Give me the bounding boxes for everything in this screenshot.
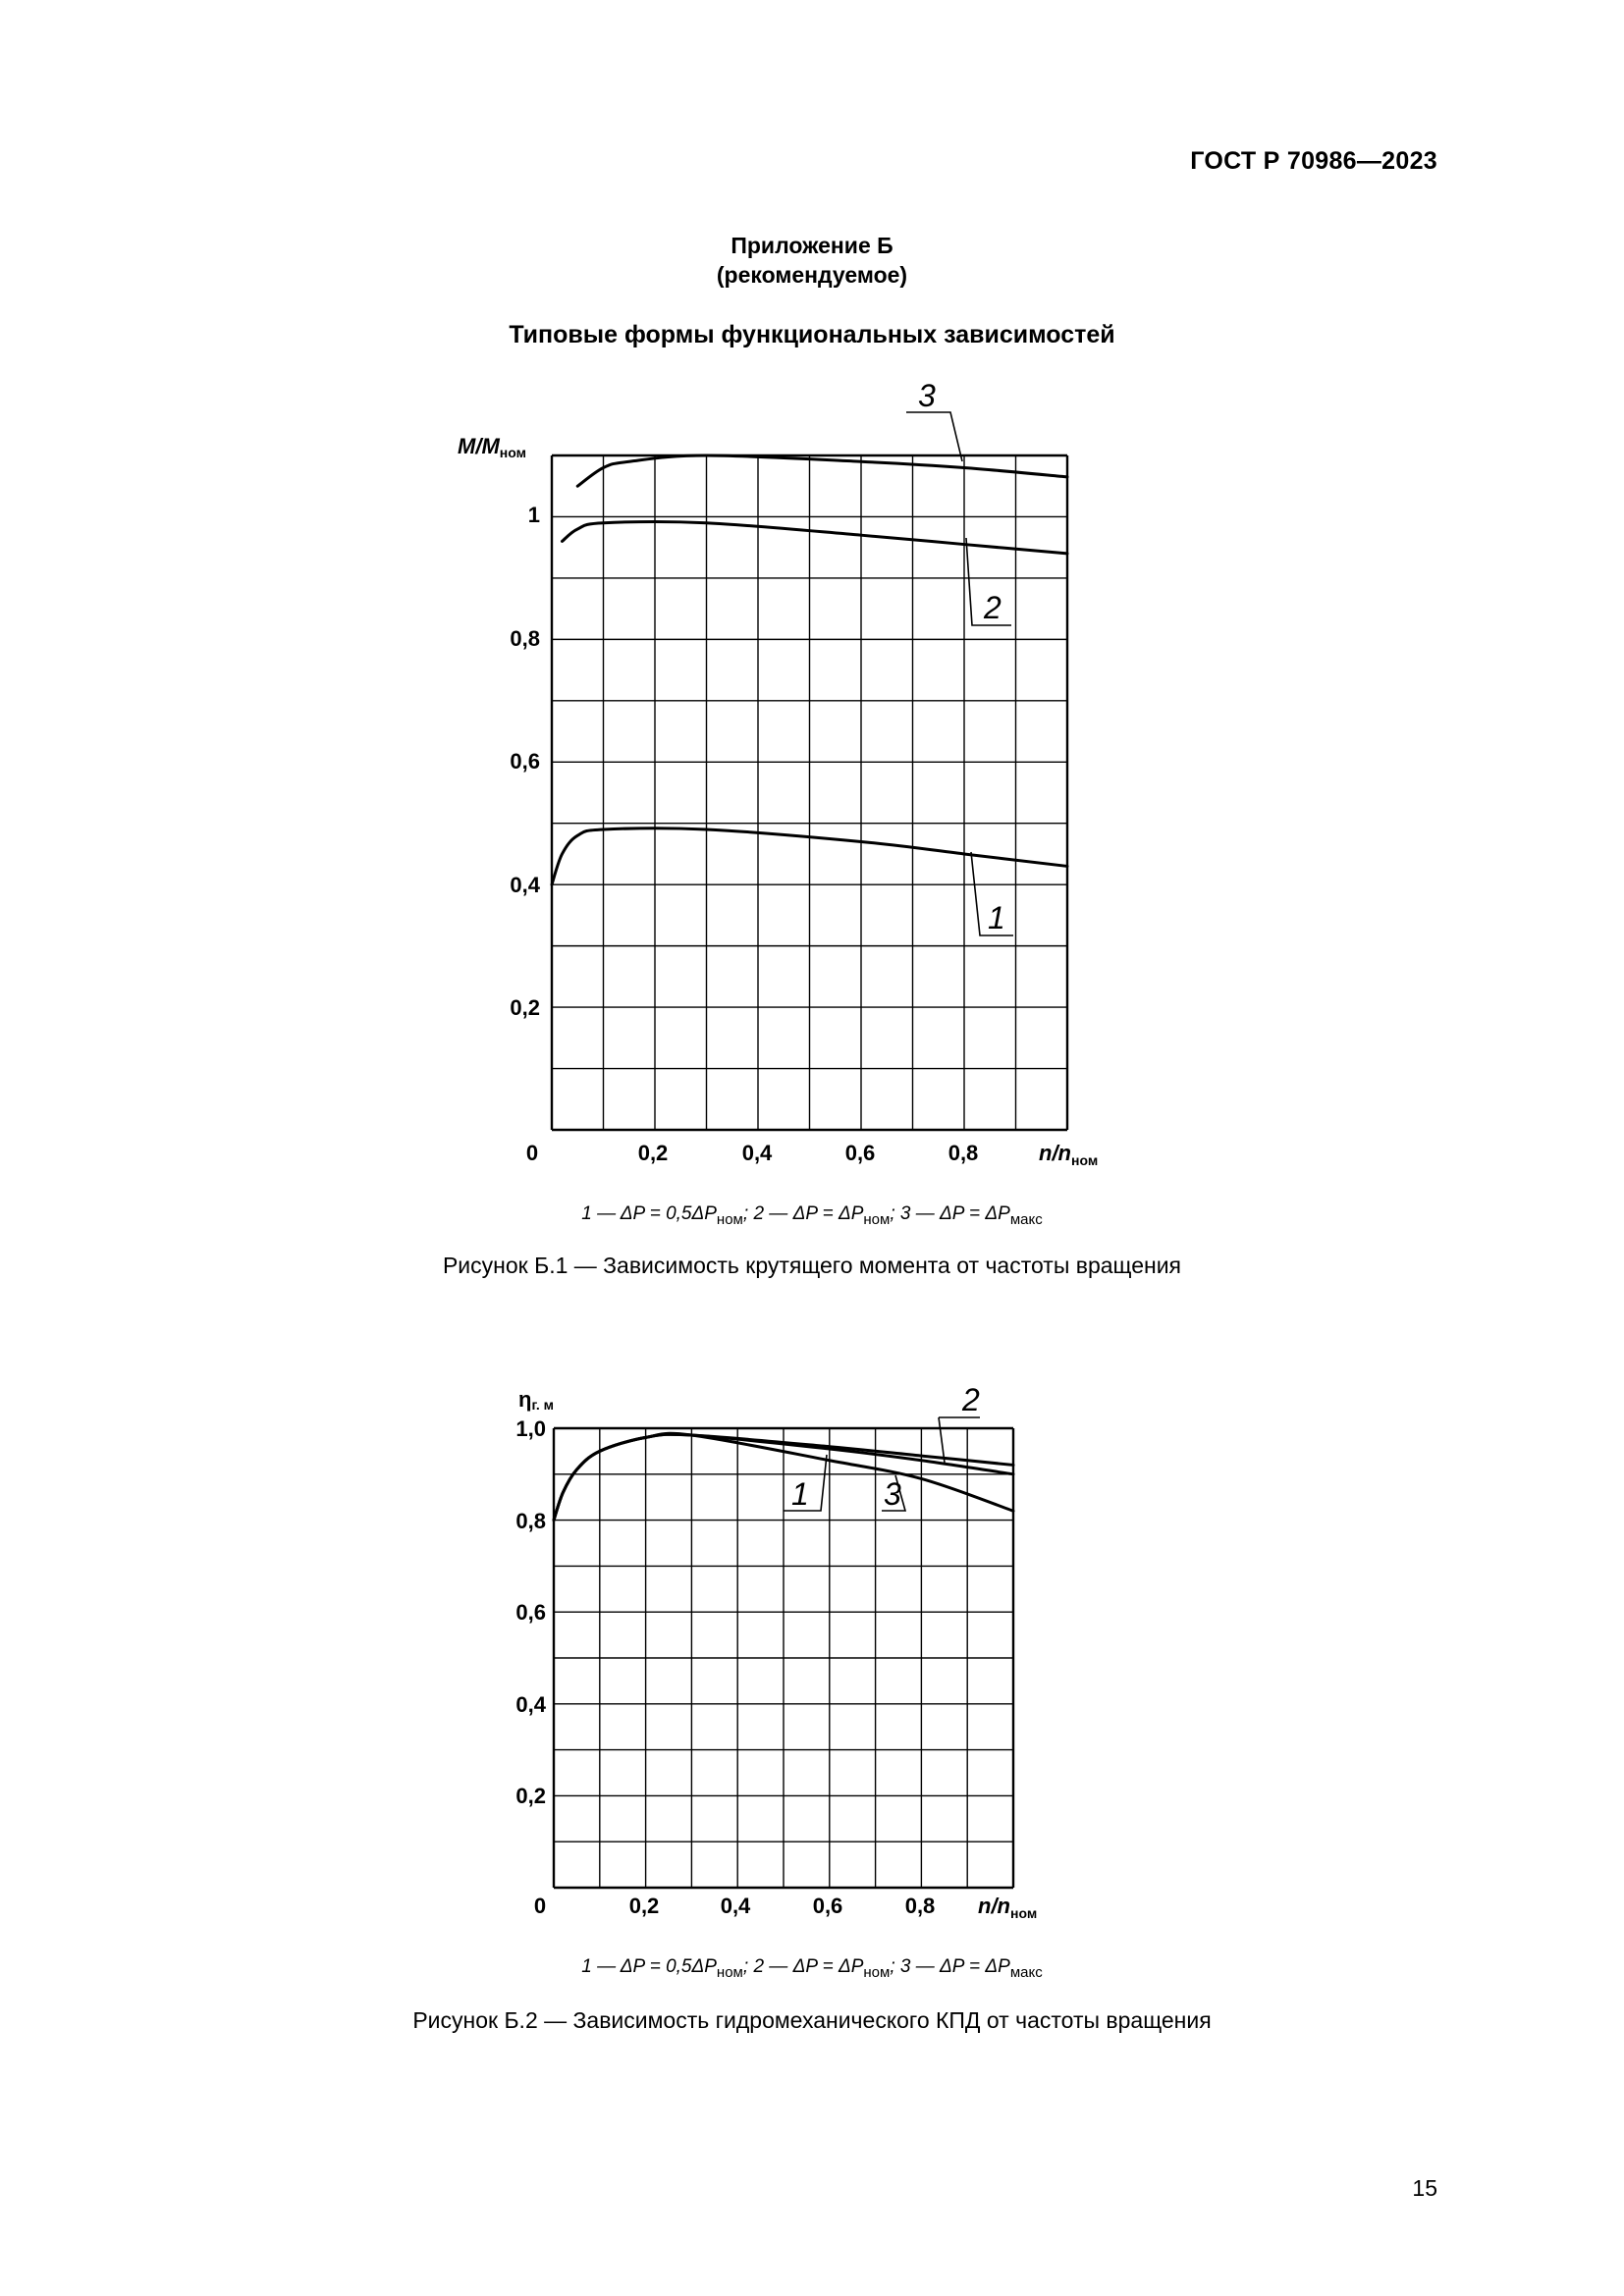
figure-2-x-axis-title: $n/n_{ном}$ <box>978 1894 1038 1921</box>
figure-2-y-tick: 1,0 <box>515 1416 546 1441</box>
figure-1-x-tick: 0,2 <box>637 1141 669 1165</box>
figure-1-y-tick: 0,2 <box>510 995 540 1020</box>
figure-1-callout-1: 1 <box>988 900 1005 935</box>
figure-1-x-tick: 0,6 <box>844 1141 876 1165</box>
figure-2-x-tick: 0,6 <box>812 1894 843 1918</box>
figure-1-legend: 1 — $\Delta P = 0,5\Delta P_{ном}$; 2 — $\Delta P = \Delta P_{ном}$; 3 — $\Delta P = \Delta P_{макс}$ <box>581 1203 1043 1228</box>
figure-1-y-tick: 1 <box>527 503 540 527</box>
figure-2-caption: Рисунок Б.2 — Зависимость гидромеханического КПД от частоты вращения <box>412 2007 1212 2033</box>
figure-1-caption: Рисунок Б.1 — Зависимость крутящего момента от частоты вращения <box>442 1253 1182 1278</box>
figure-1-curve-3 <box>577 455 1067 486</box>
figure-2-origin-label: 0 <box>533 1894 547 1918</box>
figure-1-origin-label: 0 <box>525 1141 539 1165</box>
figure-2-callout-2: 2 <box>962 1382 980 1417</box>
figure-1-callout-3-leader <box>906 412 962 461</box>
figure-2-y-tick: 0,2 <box>515 1784 546 1808</box>
annex-type: (рекомендуемое) <box>716 262 908 288</box>
page-number: 15 <box>1412 2175 1437 2201</box>
figure-2-y-axis-title: ηг. м <box>518 1387 555 1413</box>
figure-2-callout-1: 1 <box>791 1476 809 1512</box>
figure-2-legend: 1 — $\Delta P = 0,5\Delta P_{ном}$; 2 — $\Delta P = \Delta P_{ном}$; 3 — $\Delta P = \Delta P_{макс}$ <box>581 1956 1043 1981</box>
figure-2-grid <box>554 1428 1013 1888</box>
figure-2-x-tick: 0,8 <box>904 1894 936 1918</box>
figure-1-callout-3: 3 <box>918 378 936 413</box>
figure-2-callout-2-leader <box>939 1417 945 1463</box>
figure-2-y-tick: 0,4 <box>515 1692 546 1717</box>
figure-1-x-tick: 0,8 <box>947 1141 979 1165</box>
figure-2-y-tick: 0,6 <box>515 1600 546 1625</box>
figure-1-y-tick: 0,6 <box>510 749 540 774</box>
figure-1-curve-2 <box>563 521 1068 553</box>
figure-1-x-axis-title: $n/n_{ном}$ <box>1039 1141 1099 1168</box>
figure-2-x-tick: 0,2 <box>628 1894 660 1918</box>
figure-2-y-tick: 0,8 <box>515 1509 546 1533</box>
figure-1-y-tick: 0,4 <box>510 873 540 897</box>
figure-2-x-tick: 0,4 <box>720 1894 751 1918</box>
annex-title: Приложение Б <box>731 233 893 258</box>
standard-number: ГОСТ Р 70986—2023 <box>1190 147 1437 175</box>
figure-1-callout-2: 2 <box>984 590 1001 625</box>
figure-1-y-tick: 0,8 <box>510 626 540 651</box>
figure-1-y-axis-title: M/Mном <box>458 434 526 460</box>
figure-1-x-tick: 0,4 <box>741 1141 773 1165</box>
figure-1-grid <box>552 455 1067 1130</box>
figure-2-callout-3: 3 <box>884 1476 901 1512</box>
section-title: Типовые формы функциональных зависимостей <box>509 321 1115 348</box>
